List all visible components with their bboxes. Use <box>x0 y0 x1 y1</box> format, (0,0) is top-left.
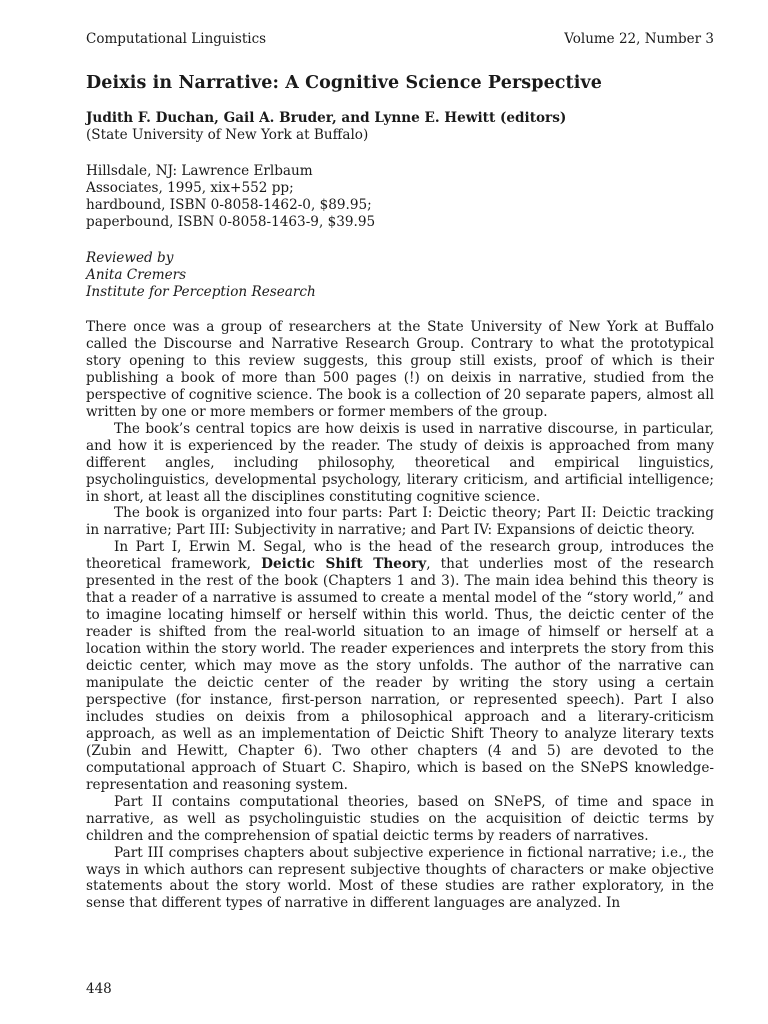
publication-info <box>86 163 714 231</box>
body-paragraph: Part II contains computational theories, based on SNePS, of time and space in narrative, as well as psycholinguistic studies on the acquisition of deictic terms by children and the comprehension of spatial deictic terms by readers of narratives. <box>86 793 714 844</box>
body-paragraph <box>86 539 714 793</box>
deictic-shift-theory-term: Deictic Shift Theory <box>261 556 427 573</box>
body-text-span: In Part I, Erwin M. Segal, who is the head of the research group, introduces the theoretical framework, <box>86 539 714 573</box>
journal-name: Computational Linguistics <box>86 31 267 47</box>
body-paragraph: There once was a group of researchers at the State University of New York at Buffalo called the Discourse and Narrative Research Group. Contrary to what the prototypical story opening to this review suggests, this group still exists, proof of which is their publishing a book of more than 500 pages (!) on deixis in narrative, studied from the perspective of cognitive science. The book is a collection of 20 separate papers, almost all written by one or more members or former members of the group. <box>86 319 714 420</box>
body-paragraph: The book is organized into four parts: Part I: Deictic theory; Part II: Deictic tracking in narrative; Part III: Subjectivity in narrative; and Part IV: Expansions of deictic theory. <box>86 505 714 539</box>
editors-block <box>86 110 714 144</box>
body-text-span: , that underlies most of the research presented in the rest of the book (Chapters 1 and 3). The main idea behind this theory is that a reader of a narrative is assumed to create a mental model of the “story world,” and to imagine locating himself or herself within this world. Thus, the deictic center of the reader is shifted from the real-world situation to an image of himself or herself at a location within the story world. The reader experiences and interprets the story from this deictic center, which may move as the story unfolds. The author of the narrative can manipulate the deictic center of the reader by writing the story using a certain perspective (for instance, first-person narration, or represented speech). Part I also includes studies on deixis from a philosophical approach and a literary-criticism approach, as well as an implementation of Deictic Shift Theory to analyze literary texts (Zubin and Hewitt, Chapter 6). Two other chapters (4 and 5) are devoted to the computational approach of Stuart C. Shapiro, which is based on the SNePS knowledge-representation and reasoning system. <box>86 556 715 793</box>
volume-number: Volume 22, Number 3 <box>564 31 714 47</box>
body-paragraph: The book’s central topics are how deixis is used in narrative discourse, in particular, and how it is experienced by the reader. The study of deixis is approached from many different angles, including philosophy, theoretical and empirical linguistics, psycholinguistics, developmental psychology, literary criticism, and artificial intelligence; in short, at least all the disciplines constituting cognitive science. <box>86 420 714 505</box>
review-body <box>86 319 714 912</box>
reviewer-institution: Institute for Perception Research <box>86 284 316 300</box>
body-paragraph: Part III comprises chapters about subjective experience in fictional narrative; i.e., the ways in which authors can represent subjective thoughts of characters or make objective statements about the story world. Most of these studies are rather exploratory, in the sense that different types of narrative in different languages are analyzed. In <box>86 844 714 912</box>
editor-affiliation: (State University of New York at Buffalo) <box>86 127 369 143</box>
running-head <box>86 30 714 48</box>
publication-line: hardbound, ISBN 0-8058-1462-0, $89.95; <box>86 197 372 213</box>
reviewer-block <box>86 250 714 301</box>
publication-line: Associates, 1995, xix+552 pp; <box>86 180 294 196</box>
reviewer-name: Anita Cremers <box>86 267 187 283</box>
publication-line: Hillsdale, NJ: Lawrence Erlbaum <box>86 163 313 179</box>
book-title: Deixis in Narrative: A Cognitive Science Perspective <box>86 73 602 93</box>
editor-names: Judith F. Duchan, Gail A. Bruder, and Lynne E. Hewitt (editors) <box>86 110 567 126</box>
publication-line: paperbound, ISBN 0-8058-1463-9, $39.95 <box>86 214 376 230</box>
page-number: 448 <box>86 981 112 997</box>
reviewed-by-label: Reviewed by <box>86 250 174 266</box>
